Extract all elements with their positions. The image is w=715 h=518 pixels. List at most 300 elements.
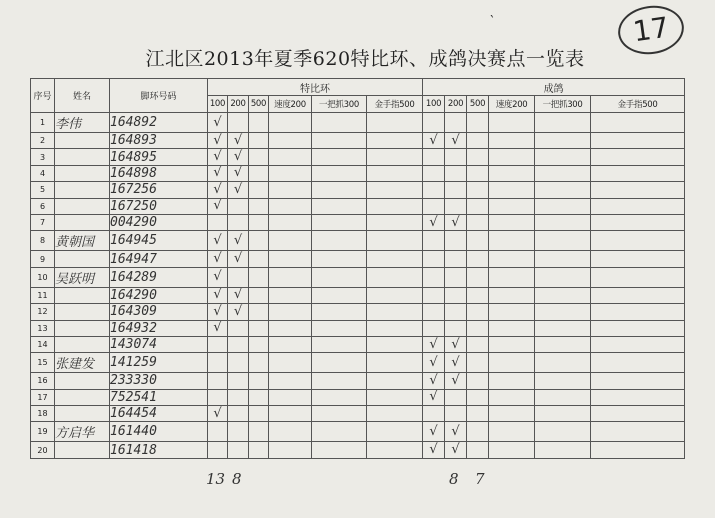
- check-cell-a-5: [367, 336, 423, 352]
- header-a-race: 一把抓300: [312, 96, 367, 113]
- check-cell-a-3: [269, 214, 312, 230]
- table-row: [31, 442, 685, 458]
- ring-number: 164945: [110, 231, 208, 251]
- check-cell-b-4: [535, 251, 591, 267]
- check-cell-b-5: [591, 389, 685, 405]
- check-cell-b-2: [467, 267, 489, 287]
- check-cell-a-1: [228, 373, 249, 389]
- ring-number: 143074: [110, 336, 208, 352]
- check-cell-a-4: [312, 198, 367, 214]
- ring-number: 161418: [110, 442, 208, 458]
- check-cell-a-1: [228, 113, 249, 133]
- check-cell-b-3: [489, 133, 535, 149]
- owner-name: [55, 373, 110, 389]
- check-mark: √: [208, 231, 228, 251]
- check-cell-a-4: [312, 336, 367, 352]
- check-cell-a-0: [208, 373, 228, 389]
- owner-name: [55, 287, 110, 303]
- check-cell-a-1: [228, 214, 249, 230]
- check-cell-b-2: [467, 442, 489, 458]
- check-cell-b-3: [489, 304, 535, 320]
- check-cell-b-2: [467, 353, 489, 373]
- check-cell-a-3: [269, 198, 312, 214]
- check-cell-a-5: [367, 373, 423, 389]
- check-mark: √: [208, 320, 228, 336]
- check-cell-b-5: [591, 149, 685, 165]
- check-cell-b-5: [591, 406, 685, 422]
- check-cell-b-4: [535, 442, 591, 458]
- check-cell-b-3: [489, 353, 535, 373]
- check-mark: √: [208, 287, 228, 303]
- check-cell-a-2: [249, 133, 269, 149]
- owner-name: 方启华: [55, 422, 110, 442]
- table-row: [31, 198, 685, 214]
- check-cell-a-3: [269, 304, 312, 320]
- check-cell-b-3: [489, 165, 535, 181]
- row-number: 17: [31, 389, 55, 405]
- check-mark: √: [228, 133, 249, 149]
- check-cell-b-4: [535, 267, 591, 287]
- check-mark: √: [445, 336, 467, 352]
- owner-name: [55, 406, 110, 422]
- check-cell-b-0: [423, 267, 445, 287]
- check-cell-b-2: [467, 231, 489, 251]
- ring-number: 164892: [110, 113, 208, 133]
- row-number: 11: [31, 287, 55, 303]
- row-number: 4: [31, 165, 55, 181]
- check-cell-b-2: [467, 182, 489, 198]
- check-cell-b-5: [591, 336, 685, 352]
- check-cell-a-4: [312, 113, 367, 133]
- check-cell-b-1: [445, 406, 467, 422]
- check-cell-a-5: [367, 267, 423, 287]
- check-cell-a-0: [208, 422, 228, 442]
- owner-name: [55, 389, 110, 405]
- check-cell-a-0: [208, 389, 228, 405]
- check-cell-b-2: [467, 165, 489, 181]
- check-mark: √: [228, 231, 249, 251]
- check-mark: √: [208, 251, 228, 267]
- row-number: 20: [31, 442, 55, 458]
- check-mark: √: [423, 336, 445, 352]
- check-cell-a-5: [367, 113, 423, 133]
- check-mark: √: [208, 113, 228, 133]
- check-mark: √: [445, 373, 467, 389]
- check-cell-a-0: [208, 442, 228, 458]
- check-cell-a-1: [228, 320, 249, 336]
- check-cell-b-5: [591, 287, 685, 303]
- check-cell-b-1: [445, 198, 467, 214]
- check-cell-b-3: [489, 336, 535, 352]
- check-cell-b-5: [591, 304, 685, 320]
- check-mark: √: [423, 442, 445, 458]
- check-cell-b-5: [591, 353, 685, 373]
- check-cell-b-5: [591, 133, 685, 149]
- check-cell-a-5: [367, 149, 423, 165]
- check-cell-a-5: [367, 320, 423, 336]
- check-cell-b-2: [467, 389, 489, 405]
- check-cell-a-1: [228, 198, 249, 214]
- check-cell-a-1: [228, 353, 249, 373]
- check-cell-b-1: [445, 267, 467, 287]
- check-cell-b-3: [489, 422, 535, 442]
- check-cell-b-1: [445, 149, 467, 165]
- check-cell-b-1: [445, 251, 467, 267]
- row-number: 5: [31, 182, 55, 198]
- check-cell-b-4: [535, 389, 591, 405]
- check-cell-a-3: [269, 389, 312, 405]
- table-row: [31, 133, 685, 149]
- row-number: 2: [31, 133, 55, 149]
- check-cell-a-1: [228, 442, 249, 458]
- check-cell-a-2: [249, 182, 269, 198]
- check-cell-a-2: [249, 214, 269, 230]
- table-row: [31, 336, 685, 352]
- check-cell-b-0: [423, 251, 445, 267]
- check-cell-b-1: [445, 320, 467, 336]
- check-cell-a-2: [249, 149, 269, 165]
- check-cell-b-4: [535, 113, 591, 133]
- check-cell-a-2: [249, 198, 269, 214]
- header-b-race: 500: [467, 96, 489, 113]
- check-cell-a-3: [269, 287, 312, 303]
- check-cell-b-2: [467, 287, 489, 303]
- check-cell-a-2: [249, 442, 269, 458]
- header-a-race: 速度200: [269, 96, 312, 113]
- check-cell-a-3: [269, 251, 312, 267]
- check-cell-a-4: [312, 231, 367, 251]
- check-cell-b-3: [489, 198, 535, 214]
- check-cell-b-4: [535, 198, 591, 214]
- header-b-race: 一把抓300: [535, 96, 591, 113]
- check-cell-b-0: [423, 406, 445, 422]
- ring-number: 141259: [110, 353, 208, 373]
- check-cell-b-2: [467, 304, 489, 320]
- check-cell-b-4: [535, 406, 591, 422]
- check-cell-a-5: [367, 389, 423, 405]
- check-cell-b-3: [489, 389, 535, 405]
- check-mark: √: [228, 304, 249, 320]
- check-cell-b-1: [445, 182, 467, 198]
- check-cell-a-5: [367, 442, 423, 458]
- check-cell-b-0: [423, 287, 445, 303]
- check-mark: √: [208, 304, 228, 320]
- tally-b-100: 8: [449, 470, 459, 488]
- ring-number: 164290: [110, 287, 208, 303]
- check-cell-a-1: [228, 336, 249, 352]
- check-cell-b-3: [489, 373, 535, 389]
- check-cell-b-5: [591, 182, 685, 198]
- owner-name: [55, 214, 110, 230]
- ring-number: 004290: [110, 214, 208, 230]
- tally-b-200: 7: [475, 470, 485, 488]
- header-b-race: 100: [423, 96, 445, 113]
- check-cell-b-1: [445, 231, 467, 251]
- stray-mark: `: [488, 14, 495, 30]
- check-cell-b-4: [535, 336, 591, 352]
- row-number: 10: [31, 267, 55, 287]
- check-cell-a-3: [269, 165, 312, 181]
- check-cell-b-5: [591, 165, 685, 181]
- header-a-race: 100: [208, 96, 228, 113]
- table-row: [31, 149, 685, 165]
- check-cell-a-0: [208, 336, 228, 352]
- table-row: [31, 231, 685, 251]
- check-cell-b-3: [489, 267, 535, 287]
- check-cell-b-4: [535, 304, 591, 320]
- owner-name: [55, 149, 110, 165]
- check-cell-b-4: [535, 353, 591, 373]
- owner-name: [55, 442, 110, 458]
- check-cell-b-4: [535, 133, 591, 149]
- sheet-title: 江北区2013年夏季620特比环、成鸽决赛点一览表: [145, 48, 585, 70]
- check-mark: √: [423, 133, 445, 149]
- check-cell-a-2: [249, 353, 269, 373]
- header-b-race: 速度200: [489, 96, 535, 113]
- check-cell-a-5: [367, 231, 423, 251]
- check-cell-a-3: [269, 231, 312, 251]
- check-cell-a-3: [269, 373, 312, 389]
- check-cell-b-2: [467, 214, 489, 230]
- check-cell-a-4: [312, 149, 367, 165]
- check-cell-b-4: [535, 231, 591, 251]
- table-row: [31, 182, 685, 198]
- row-number: 1: [31, 113, 55, 133]
- table-row: [31, 287, 685, 303]
- check-cell-b-2: [467, 149, 489, 165]
- check-cell-a-2: [249, 251, 269, 267]
- check-cell-b-2: [467, 422, 489, 442]
- check-cell-a-4: [312, 406, 367, 422]
- row-number: 6: [31, 198, 55, 214]
- check-mark: √: [423, 353, 445, 373]
- check-mark: √: [228, 182, 249, 198]
- check-cell-b-3: [489, 406, 535, 422]
- check-cell-a-4: [312, 182, 367, 198]
- owner-name: [55, 198, 110, 214]
- check-mark: √: [208, 182, 228, 198]
- table-body: [31, 113, 685, 459]
- check-mark: √: [228, 165, 249, 181]
- check-cell-b-0: [423, 304, 445, 320]
- ring-number: 164309: [110, 304, 208, 320]
- check-mark: √: [445, 422, 467, 442]
- header-group-a: 特比环: [208, 79, 423, 96]
- ring-number: 164893: [110, 133, 208, 149]
- check-cell-a-4: [312, 165, 367, 181]
- check-cell-a-5: [367, 406, 423, 422]
- check-cell-b-3: [489, 251, 535, 267]
- header-group-b: 成鸽: [423, 79, 685, 96]
- check-cell-a-2: [249, 336, 269, 352]
- check-cell-a-5: [367, 287, 423, 303]
- check-mark: √: [208, 198, 228, 214]
- check-cell-b-2: [467, 251, 489, 267]
- check-cell-b-5: [591, 422, 685, 442]
- row-number: 13: [31, 320, 55, 336]
- ring-number: 161440: [110, 422, 208, 442]
- check-cell-b-0: [423, 182, 445, 198]
- row-number: 16: [31, 373, 55, 389]
- check-cell-b-3: [489, 287, 535, 303]
- owner-name: 张建发: [55, 353, 110, 373]
- check-cell-b-3: [489, 149, 535, 165]
- results-table: [30, 78, 685, 459]
- page-number-circle: 17: [615, 2, 687, 59]
- table-row: [31, 165, 685, 181]
- check-cell-b-2: [467, 406, 489, 422]
- check-cell-b-5: [591, 231, 685, 251]
- header-b-race: 200: [445, 96, 467, 113]
- check-cell-b-1: [445, 304, 467, 320]
- check-mark: √: [423, 214, 445, 230]
- header-a-race: 金手指500: [367, 96, 423, 113]
- check-mark: √: [423, 373, 445, 389]
- check-cell-b-4: [535, 320, 591, 336]
- table-row: [31, 353, 685, 373]
- header-seq: 序号: [31, 79, 55, 113]
- owner-name: 黄朝国: [55, 231, 110, 251]
- check-mark: √: [208, 133, 228, 149]
- check-cell-a-3: [269, 267, 312, 287]
- check-cell-a-5: [367, 353, 423, 373]
- check-cell-a-3: [269, 406, 312, 422]
- check-cell-a-2: [249, 165, 269, 181]
- check-mark: √: [208, 149, 228, 165]
- header-b-race: 金手指500: [591, 96, 685, 113]
- check-cell-a-3: [269, 442, 312, 458]
- check-cell-a-2: [249, 406, 269, 422]
- check-cell-b-0: [423, 198, 445, 214]
- check-cell-a-2: [249, 304, 269, 320]
- header-name: 姓名: [55, 79, 110, 113]
- check-cell-b-2: [467, 133, 489, 149]
- check-mark: √: [445, 214, 467, 230]
- ring-number: 164454: [110, 406, 208, 422]
- owner-name: [55, 320, 110, 336]
- check-cell-a-4: [312, 442, 367, 458]
- ring-number: 164898: [110, 165, 208, 181]
- header-a-race: 200: [228, 96, 249, 113]
- check-cell-a-1: [228, 267, 249, 287]
- header-ring: 脚环号码: [110, 79, 208, 113]
- owner-name: [55, 182, 110, 198]
- check-mark: √: [208, 406, 228, 422]
- check-cell-a-2: [249, 422, 269, 442]
- check-cell-b-3: [489, 214, 535, 230]
- check-cell-b-5: [591, 113, 685, 133]
- check-cell-b-3: [489, 320, 535, 336]
- check-cell-a-2: [249, 389, 269, 405]
- table-row: [31, 304, 685, 320]
- ring-number: 164932: [110, 320, 208, 336]
- check-cell-a-1: [228, 389, 249, 405]
- check-cell-b-0: [423, 231, 445, 251]
- check-cell-a-3: [269, 353, 312, 373]
- check-cell-b-0: [423, 149, 445, 165]
- check-cell-a-1: [228, 406, 249, 422]
- check-cell-b-2: [467, 198, 489, 214]
- check-cell-b-4: [535, 149, 591, 165]
- check-mark: √: [423, 389, 445, 405]
- check-cell-b-2: [467, 320, 489, 336]
- check-mark: √: [445, 133, 467, 149]
- check-cell-a-2: [249, 231, 269, 251]
- table-row: [31, 389, 685, 405]
- owner-name: [55, 304, 110, 320]
- row-number: 7: [31, 214, 55, 230]
- check-cell-a-5: [367, 133, 423, 149]
- check-mark: √: [228, 149, 249, 165]
- check-cell-b-2: [467, 336, 489, 352]
- row-number: 12: [31, 304, 55, 320]
- check-cell-b-4: [535, 214, 591, 230]
- owner-name: 李伟: [55, 113, 110, 133]
- check-mark: √: [445, 353, 467, 373]
- check-cell-b-5: [591, 373, 685, 389]
- table-row: [31, 373, 685, 389]
- owner-name: 吴跃明: [55, 267, 110, 287]
- row-number: 3: [31, 149, 55, 165]
- check-cell-b-5: [591, 267, 685, 287]
- owner-name: [55, 165, 110, 181]
- check-cell-b-3: [489, 442, 535, 458]
- check-cell-a-4: [312, 422, 367, 442]
- check-cell-b-5: [591, 251, 685, 267]
- check-mark: √: [445, 442, 467, 458]
- check-cell-a-0: [208, 353, 228, 373]
- check-cell-b-3: [489, 182, 535, 198]
- tally-a-200: 8: [232, 470, 242, 488]
- row-number: 15: [31, 353, 55, 373]
- check-cell-b-2: [467, 373, 489, 389]
- check-cell-a-5: [367, 251, 423, 267]
- ring-number: 167256: [110, 182, 208, 198]
- check-cell-a-4: [312, 251, 367, 267]
- check-cell-a-5: [367, 214, 423, 230]
- ring-number: 164289: [110, 267, 208, 287]
- check-cell-b-1: [445, 389, 467, 405]
- check-cell-a-3: [269, 113, 312, 133]
- check-cell-b-4: [535, 165, 591, 181]
- owner-name: [55, 133, 110, 149]
- check-cell-a-4: [312, 287, 367, 303]
- check-cell-b-1: [445, 165, 467, 181]
- check-cell-a-5: [367, 182, 423, 198]
- check-cell-b-4: [535, 373, 591, 389]
- check-cell-a-4: [312, 373, 367, 389]
- header-a-race: 500: [249, 96, 269, 113]
- check-cell-a-2: [249, 113, 269, 133]
- check-cell-a-5: [367, 198, 423, 214]
- check-cell-a-4: [312, 133, 367, 149]
- check-cell-b-1: [445, 113, 467, 133]
- check-mark: √: [208, 267, 228, 287]
- check-cell-a-0: [208, 214, 228, 230]
- check-cell-a-2: [249, 320, 269, 336]
- check-cell-a-4: [312, 353, 367, 373]
- check-cell-b-5: [591, 320, 685, 336]
- ring-number: 164895: [110, 149, 208, 165]
- check-mark: √: [208, 165, 228, 181]
- table-row: [31, 406, 685, 422]
- check-cell-a-1: [228, 422, 249, 442]
- table-row: [31, 267, 685, 287]
- check-cell-a-3: [269, 320, 312, 336]
- owner-name: [55, 251, 110, 267]
- owner-name: [55, 336, 110, 352]
- check-cell-b-5: [591, 214, 685, 230]
